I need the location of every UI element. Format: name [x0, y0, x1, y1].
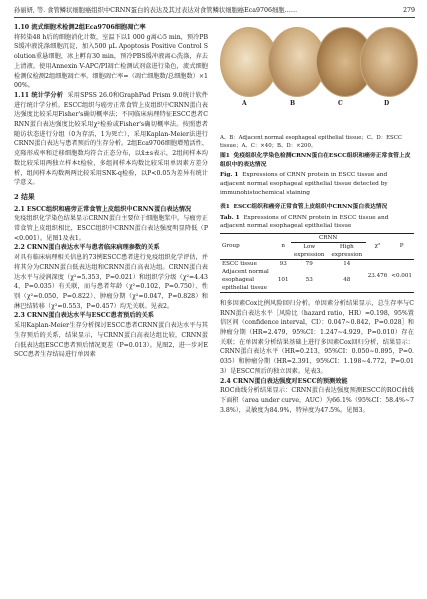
section-2-2-heading: 2.2 CRNN蛋白表达水平与患者临床病理参数的关系 [14, 244, 160, 252]
cell-n: 101 [277, 276, 289, 283]
table-1-title-en: Expressions of CRNN protein in ESCC tissue and adjacent normal esophageal epithelial tissue [220, 214, 389, 230]
cell-low: 53 [305, 276, 313, 283]
figure-1-caption-en [220, 171, 414, 197]
figure-1-title-zh: 免疫组织化学染色检测CRNN蛋白在ESCC组织和癌旁正常食管上皮组织中的表达情况 [220, 153, 411, 168]
table-header-row [220, 233, 414, 242]
figure-1-label-en: Fig. 1 [220, 172, 239, 179]
figure-1 [220, 23, 414, 135]
th-high: High expression [331, 243, 363, 258]
th-n: n [281, 243, 286, 250]
cell-low: 79 [305, 260, 313, 267]
cell-n: 93 [279, 260, 287, 267]
section-1-11-heading: 1.11 统计学分析 [14, 91, 64, 99]
section-1-11 [14, 91, 208, 188]
table-1-caption-zh [220, 203, 414, 212]
section-1-10-heading: 1.10 流式细胞术检测2组Eca9706细胞凋亡率 [14, 24, 146, 31]
cell-high: 14 [343, 260, 351, 267]
th-p: P [399, 243, 404, 250]
cell-group: ESCC tissue [222, 260, 257, 267]
cell-p: <0.001 [389, 259, 414, 292]
panel-label-a: A [242, 100, 247, 107]
section-2-1-body: 免疫组织化学染色结果显示CRNN蛋白主要位于细胞胞浆中。与瘤旁正常食管上皮组织相比，ESCC组织中CRNN蛋白表达强度明显降低（P<0.001）。见图1及表1。 [14, 215, 208, 242]
th-low: Low expression [293, 243, 325, 258]
cell-group: Adjacent normal esophageal epithelial tissue [222, 268, 269, 291]
section-2-3-heading: 2.3 CRNN蛋白表达水平与ESCC患者预后的关系 [14, 312, 154, 320]
section-2-2-body: 对具有临床病理相关信息的73例ESCC患者进行免疫组织化学评估，并将其分为CRNN蛋白低表达组和CRNN蛋白高表达组。CRNN蛋白表达水平与浸润深度（χ²=5.353，P=0.021）和组织学分级（χ²=4.434，P=0.035）有关联，而与患者年龄（χ²=0.102，P=0.750）、性别（χ²=0.050，P=0.822）、肿瘤分期（χ²=0.047，P=0.828）和淋巴结转移（χ²=0.553，P=0.457）均无关联。见表2。 [14, 254, 208, 310]
section-1-10-body: 将转染48 h后的细胞消化计数，室温下以1 000 g离心5 min，预冷PBS缓冲液洗涤细胞沉淀，加入500 μL Apoptosis Positive Control Solution重悬细胞，冰上孵育30 min，预冷PBS缓冲液离心洗涤，弃去上清液。使用Annexin V-APC/PI凋亡检测试剂盒进行染色，流式细胞检测仪检测2组细胞凋亡率。细胞凋亡率=（凋亡细胞数/总细胞数）×100%。 [14, 33, 208, 90]
table-1-label: 表1 [220, 204, 230, 211]
panel-label-b: B [290, 100, 296, 107]
section-2-4-body: ROC曲线分析结果显示：CRNN蛋白表达强度预测ESCC的ROC曲线下面积（area under curve，AUC）为66.1%（95%CI：58.4%~73.8%），灵敏度为84.9%，特异度为47.5%。见图3。 [220, 387, 414, 414]
table-1-caption-en [220, 214, 414, 231]
running-header [14, 5, 415, 18]
table-row [220, 259, 414, 268]
panel-label-c: C [338, 100, 343, 107]
figure-1-label: 图1 [220, 153, 230, 160]
th-chi2: χ² [374, 243, 381, 250]
panel-label-d: D [384, 100, 390, 107]
figure-1-title-en: Expressions of CRNN protein in ESCC tissue and adjacent normal esophageal epithelial tissue detected by immunohistochemical staining [220, 172, 388, 196]
running-title: 孙丽妍, 等. 食管鳞状细胞癌组织中CRNN蛋白的表达及其过表达对食管鳞状细胞癌Eca9706细胞…… [14, 7, 298, 14]
table-1-title-zh: ESCC组织和癌旁正常食管上皮组织中CRNN蛋白表达情况 [233, 204, 388, 211]
section-2-1-heading: 2.1 ESCC组织和癌旁正常食管上皮组织中CRNN蛋白表达情况 [14, 205, 192, 213]
cell-chi2: 23.476 [366, 259, 390, 292]
figure-1-legend: A、B：Adjacent normal esophageal epithelial tissue；C、D：ESCC tissue；A、C：×40；B、D：×200。 [220, 135, 402, 149]
th-crnn: CRNN [291, 233, 366, 242]
figure-1-caption-zh [220, 152, 414, 169]
section-2-4-heading: 2.4 CRNN蛋白表达强度对ESCC的预测效能 [220, 377, 348, 385]
right-column [220, 23, 414, 415]
cell-high: 48 [343, 276, 351, 283]
section-2-3-body: 采用Kaplan-Meier生存分析探讨ESCC患者CRNN蛋白表达水平与其生存预后的关系，结果显示，与CRNN蛋白高表达组比较，CRNN蛋白低表达组ESCC患者预后情况更差（P=0.013）。见图2，进一步对ESCC患者生存结局进行单因素 [14, 322, 208, 359]
ihc-image-d [360, 27, 418, 97]
table-1-label-en: Tab. 1 [220, 214, 240, 221]
th-group: Group [222, 243, 240, 250]
table-1 [220, 233, 414, 293]
results-heading: 2 结果 [14, 192, 35, 201]
section-1-11-body: 采用SPSS 26.0和GraphPad Prism 9.0统计软件进行统计学分析。ESCC组织与癌旁正常食管上皮组织中CRNN蛋白表达强度比较采用Fisher's确切概率法；不同临床病理特征ESCC患者CRNN蛋白表达强度比较采用χ²检验或Fisher's确切概率法。按照患者随访状态进行分组（0为存活，1为死亡），采用Kaplan-Meier法进行CRNN蛋白表达与患者预后的生存分析。2组Eca9706细胞增殖活性、克隆形成率和迁移细胞数均符合正态分布，以x̄±s表示，2组间样本均数比较采用两独立样本t检验，多组间样本均数比较采用单因素方差分析，组间样本均数两两比较采用SNK-q检验，以P<0.05为差异有统计学意义。 [14, 91, 208, 187]
page-number: 279 [402, 7, 415, 14]
left-column [14, 23, 208, 360]
section-2-3-continued: 和多因素Cox比例风险回归分析。单因素分析结果显示，总生存率与CRNN蛋白表达水平［风险比（hazard ratio，HR）=0.198，95%置信区间（confidence interval，CI）：0.047~0.842，P=0.028］和肿瘤分期（HR=2.479，95%CI：1.247~4.929，P=0.010）存在关联；在单因素分析结果基础上进行多因素Cox回归分析，结果显示：CRNN蛋白表达水平（HR=0.213，95%CI：0.050~0.895，P=0.035）和肿瘤分期（HR=2.391，95%CI：1.198~4.772，P=0.013）是ESCC预后的独立因素。见表3。 [220, 299, 414, 375]
